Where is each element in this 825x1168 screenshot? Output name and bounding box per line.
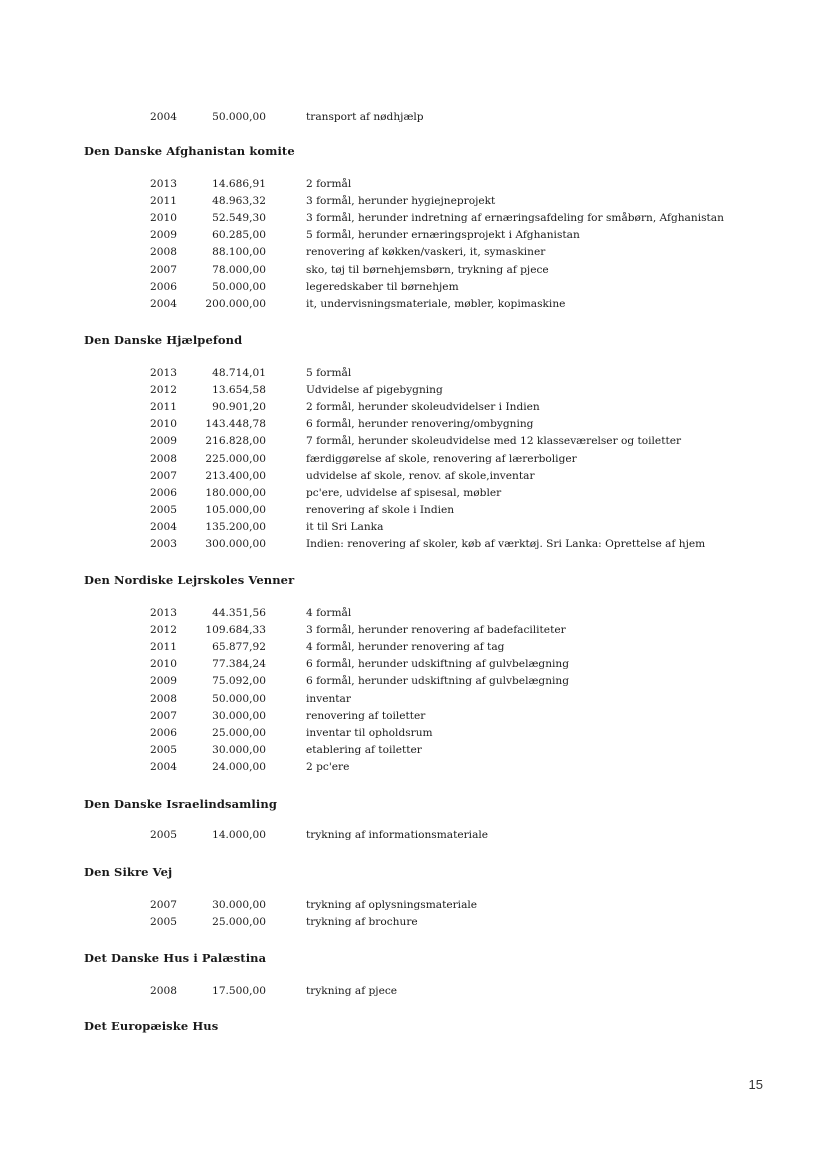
- row-description: it til Sri Lanka: [306, 520, 384, 533]
- row-year: 2006: [150, 486, 177, 499]
- row-description: 3 formål, herunder renovering af badefaciliteter: [306, 624, 566, 637]
- row-amount: 135.200,00: [205, 520, 266, 533]
- row-year: 2004: [150, 297, 177, 310]
- section-heading: Den Danske Afghanistan komite: [84, 144, 295, 158]
- row-year: 2004: [150, 760, 177, 773]
- row-description: legeredskaber til børnehjem: [306, 280, 459, 293]
- row-year: 2010: [150, 418, 177, 431]
- row-amount: 13.654,58: [212, 384, 266, 397]
- row-amount: 50.000,00: [212, 111, 266, 123]
- row-year: 2013: [150, 178, 177, 190]
- row-amount: 50.000,00: [212, 692, 266, 705]
- row-amount: 48.714,01: [212, 367, 266, 379]
- row-year: 2004: [150, 111, 177, 123]
- row-description: transport af nødhjælp: [306, 111, 424, 123]
- row-amount: 200.000,00: [205, 297, 266, 310]
- row-description: 2 formål: [306, 178, 352, 190]
- row-description: 3 formål, herunder indretning af ernæringsafdeling for småbørn, Afghanistan: [306, 212, 724, 225]
- row-description: 4 formål, herunder renovering af tag: [306, 641, 505, 654]
- row-description: udvidelse af skole, renov. af skole,inventar: [306, 469, 535, 482]
- section-heading: Den Danske Israelindsamling: [84, 797, 277, 811]
- row-description: 5 formål: [306, 367, 352, 379]
- row-amount: 105.000,00: [205, 503, 266, 516]
- section-heading: Det Europæiske Hus: [84, 1019, 219, 1033]
- row-description: 4 formål: [306, 607, 352, 619]
- row-description: it, undervisningsmateriale, møbler, kopimaskine: [306, 297, 566, 310]
- row-year: 2004: [150, 520, 177, 533]
- row-description: 6 formål, herunder udskiftning af gulvbelægning: [306, 675, 570, 688]
- row-description: renovering af skole i Indien: [306, 503, 455, 516]
- row-year: 2007: [150, 899, 177, 911]
- row-year: 2008: [150, 985, 177, 997]
- row-amount: 213.400,00: [205, 469, 266, 482]
- section-heading: Det Danske Hus i Palæstina: [84, 951, 267, 965]
- row-description: 3 formål, herunder hygiejneprojekt: [306, 195, 496, 208]
- section-heading: Den Sikre Vej: [84, 865, 173, 879]
- row-amount: 65.877,92: [212, 641, 266, 654]
- section-heading: Den Nordiske Lejrskoles Venner: [84, 573, 295, 587]
- row-year: 2010: [150, 658, 177, 671]
- row-amount: 180.000,00: [205, 486, 266, 499]
- row-amount: 75.092,00: [212, 675, 266, 688]
- row-description: 6 formål, herunder udskiftning af gulvbelægning: [306, 658, 570, 671]
- row-description: 7 formål, herunder skoleudvidelse med 12 klasseværelser og toiletter: [306, 435, 682, 448]
- row-description: 2 formål, herunder skoleudvidelser i Indien: [306, 401, 540, 414]
- row-year: 2007: [150, 263, 177, 276]
- row-description: etablering af toiletter: [306, 743, 422, 756]
- row-amount: 48.963,32: [212, 195, 266, 208]
- row-year: 2009: [150, 435, 177, 448]
- row-amount: 30.000,00: [212, 743, 266, 756]
- row-description: 2 pc'ere: [306, 760, 350, 773]
- row-description: Indien: renovering af skoler, køb af værktøj. Sri Lanka: Oprettelse af hjem: [306, 538, 706, 550]
- row-year: 2005: [150, 743, 177, 756]
- row-amount: 44.351,56: [212, 607, 266, 619]
- row-year: 2003: [150, 538, 177, 550]
- row-amount: 77.384,24: [212, 658, 266, 671]
- row-amount: 30.000,00: [212, 709, 266, 722]
- row-year: 2008: [150, 692, 177, 705]
- row-description: pc'ere, udvidelse af spisesal, møbler: [306, 486, 502, 499]
- row-amount: 90.901,20: [212, 401, 266, 414]
- row-amount: 78.000,00: [212, 263, 266, 276]
- row-amount: 216.828,00: [205, 435, 266, 448]
- row-amount: 50.000,00: [212, 280, 266, 293]
- row-amount: 17.500,00: [212, 985, 266, 997]
- row-description: trykning af oplysningsmateriale: [306, 899, 478, 911]
- row-description: trykning af pjece: [306, 985, 398, 997]
- row-year: 2005: [150, 503, 177, 516]
- row-year: 2006: [150, 280, 177, 293]
- row-description: færdiggørelse af skole, renovering af lærerboliger: [306, 452, 577, 465]
- row-amount: 60.285,00: [212, 229, 266, 242]
- row-year: 2009: [150, 229, 177, 242]
- row-description: 5 formål, herunder ernæringsprojekt i Afghanistan: [306, 229, 580, 242]
- row-description: Udvidelse af pigebygning: [306, 384, 443, 397]
- row-year: 2013: [150, 367, 177, 379]
- row-amount: 25.000,00: [212, 916, 266, 929]
- page-number: 15: [748, 1077, 763, 1092]
- row-description: renovering af køkken/vaskeri, it, symaskiner: [306, 246, 546, 259]
- row-amount: 300.000,00: [205, 538, 266, 550]
- row-amount: 225.000,00: [205, 452, 266, 465]
- row-amount: 52.549,30: [212, 212, 266, 225]
- row-description: 6 formål, herunder renovering/ombygning: [306, 418, 534, 431]
- row-description: trykning af brochure: [306, 916, 418, 929]
- row-year: 2006: [150, 726, 177, 739]
- row-year: 2007: [150, 469, 177, 482]
- row-year: 2012: [150, 384, 177, 397]
- row-amount: 143.448,78: [205, 418, 266, 431]
- row-amount: 109.684,33: [205, 624, 266, 637]
- section-heading: Den Danske Hjælpefond: [84, 333, 243, 347]
- row-year: 2010: [150, 212, 177, 225]
- row-year: 2013: [150, 607, 177, 619]
- row-year: 2011: [150, 641, 177, 654]
- row-amount: 25.000,00: [212, 726, 266, 739]
- row-amount: 24.000,00: [212, 760, 266, 773]
- row-amount: 88.100,00: [212, 246, 266, 259]
- row-amount: 30.000,00: [212, 899, 266, 911]
- row-year: 2009: [150, 675, 177, 688]
- row-description: inventar: [306, 692, 351, 705]
- row-year: 2012: [150, 624, 177, 637]
- row-description: trykning af informationsmateriale: [306, 829, 489, 841]
- row-year: 2005: [150, 916, 177, 929]
- row-year: 2011: [150, 195, 177, 208]
- row-year: 2005: [150, 829, 177, 841]
- row-year: 2008: [150, 452, 177, 465]
- row-amount: 14.000,00: [212, 829, 266, 841]
- row-year: 2011: [150, 401, 177, 414]
- row-description: inventar til opholdsrum: [306, 726, 433, 739]
- row-amount: 14.686,91: [212, 178, 266, 190]
- row-description: sko, tøj til børnehjemsbørn, trykning af pjece: [306, 263, 549, 276]
- row-year: 2008: [150, 246, 177, 259]
- row-description: renovering af toiletter: [306, 709, 426, 722]
- row-year: 2007: [150, 709, 177, 722]
